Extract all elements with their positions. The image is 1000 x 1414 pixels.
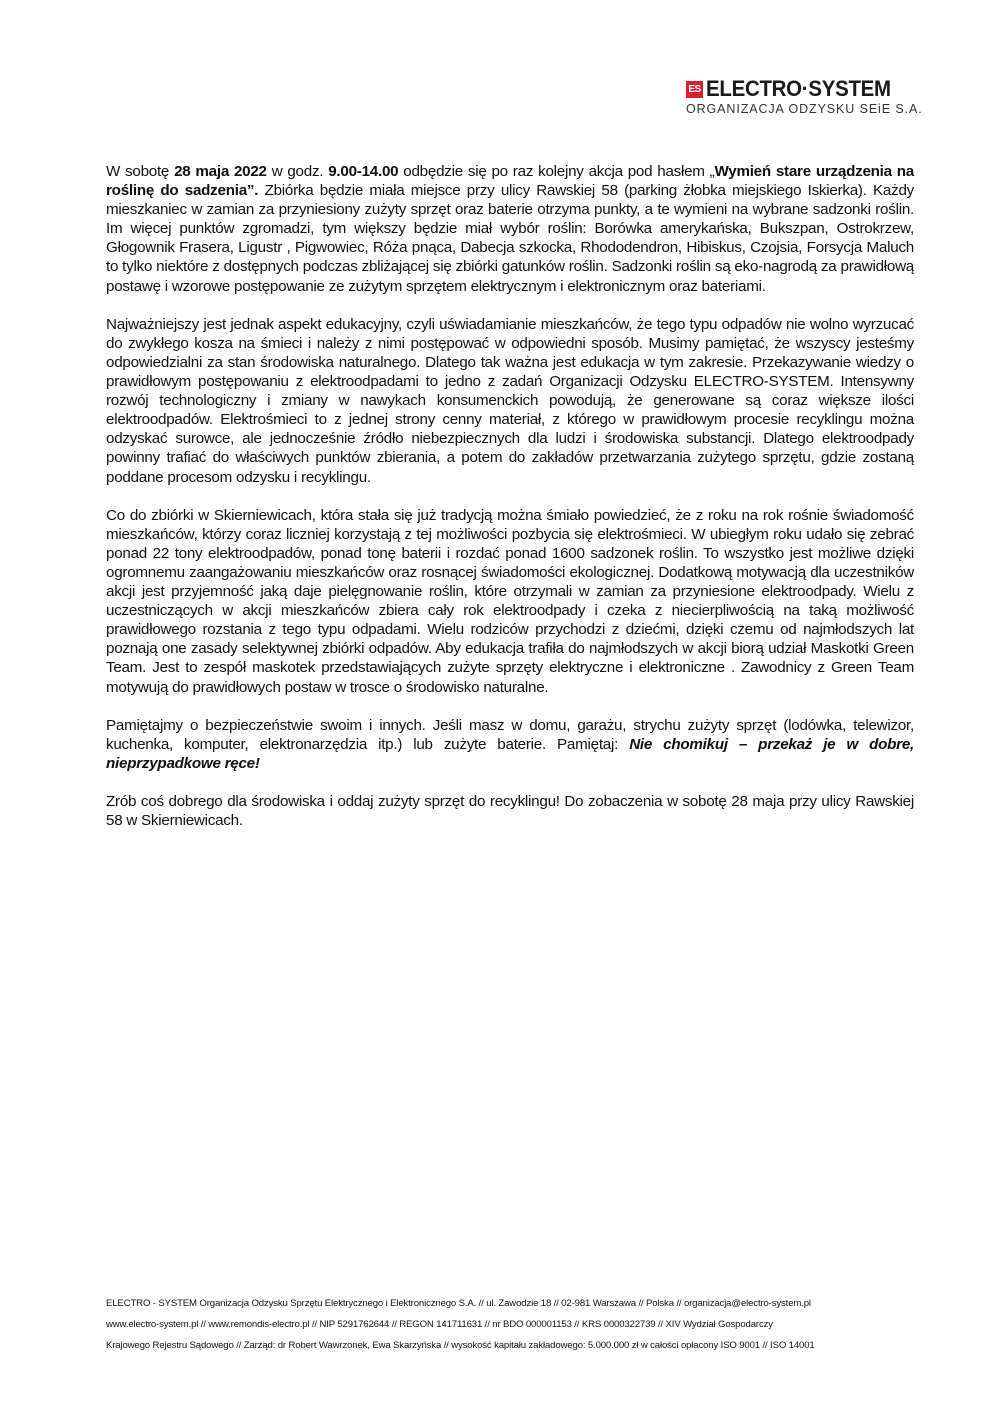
logo-subtitle: ORGANIZACJA ODZYSKU SEiE S.A. [686,102,923,116]
footer-line-2: www.electro-system.pl // www.remondis-electro.pl // NIP 5291762644 // REGON 141711631 // nr BDO 000001153 // KRS 0000322739 // XIV Wydział Gospodarczy [106,1319,773,1330]
logo-mark-icon: ES [686,81,703,98]
event-date: 28 maja 2022 [174,163,267,180]
p1-text-1: W sobotę [106,163,175,180]
p1-text-3: odbędzie się po raz kolejny akcja pod hasłem „ [398,163,715,180]
p1-text-2: w godz. [266,163,329,180]
logo-top-row [686,78,918,100]
page-footer [106,1293,966,1356]
p4-text-1: Pamiętajmy o bezpieczeństwie swoim i innych. Jeśli masz w domu, garażu, strychu zużyty sprzęt (lodówka, telewizor, kuchenka, komputer, elektronarzędzia itp.) lub zużyte baterie. Pamiętaj: [106,716,914,753]
company-logo [686,76,923,117]
paragraph-3: Co do zbiórki w Skierniewicach, która stała się już tradycją można śmiało powiedzieć, że z roku na rok rośnie świadomość mieszkańców, którzy coraz liczniej korzystają z tej możliwości pozbycia się elektrośmieci. W ubiegłym roku udało się zebrać ponad 22 tony elektroodpadów, ponad tonę baterii i rozdać ponad 1600 sadzonek roślin. To wszystko jest możliwe dzięki ogromnemu zaangażowaniu mieszkańców oraz rosnącej świadomości ekologicznej. Dodatkową motywacją dla uczestników akcji jest przyjemność jaką daje pielęgnowanie roślin, które otrzymali w zamian za przyniesione elektroodpady. Wielu z uczestniczących w akcji mieszkańców zbiera cały rok elektroodpady i czeka z niecierpliwością na taką możliwość prawidłowego rozstania z tego typu odpadami. Wielu rodziców przychodzi z dziećmi, dzięki czemu od najmłodszych lat poznają one zasady selektywnej zbiórki odpadów. Aby edukacja trafiła do najmłodszych w akcji biorą udział Maskotki Green Team. Jest to zespół maskotek przedstawiających zużyte sprzęty elektryczne i elektroniczne . Zawodnicy z Green Team motywują do prawidłowych postaw w trosce o środowisko naturalne. [106,506,914,696]
campaign-slogan: Wymień stare urządzenia na roślinę do sadzenia”. [106,163,914,200]
paragraph-2: Najważniejszy jest jednak aspekt edukacyjny, czyli uświadamianie mieszkańców, że tego typu odpadów nie wolno wyrzucać do zwykłego kosza na śmieci i należy z nimi postępować w odpowiedni sposób. Musimy pamiętać, że wszyscy jesteśmy odpowiedzialni za stan środowiska naturalnego. Dlatego tak ważna jest edukacja w tym zakresie. Przekazywanie wiedzy o prawidłowym postępowaniu z elektroodpadami to jedno z zadań Organizacji Odzysku ELECTRO-SYSTEM. Intensywny rozwój technologiczny i zmiany w nawykach konsumenckich powodują, że generowane są coraz większe ilości elektroodpadów. Elektrośmieci to z jednej strony cenny materiał, z którego w prawidłowym procesie recyklingu można odzyskać surowce, ale jednocześnie źródło niebezpiecznych dla ludzi i środowiska substancji. Dlatego elektroodpady powinny trafiać do właściwych punktów zbierania, a potem do zakładów przetwarzania zużytego sprzętu, gdzie zostaną poddane procesom odzysku i recyklingu. [106,315,914,486]
footer-line-3: Krajowego Rejestru Sądowego // Zarząd: dr Robert Wawrzonek, Ewa Skarzyńska // wysokość kapitału zakładowego: 5.000.000 zł w całości opłacony ISO 9001 // ISO 14001 [106,1340,815,1351]
call-to-action: Nie chomikuj – przekaż je w dobre, nieprzypadkowe ręce! [106,735,915,772]
paragraph-4 [106,716,914,773]
paragraph-1 [106,162,914,296]
p1-text-4: Zbiórka będzie miała miejsce przy ulicy Rawskiej 58 (parking żłobka miejskiego Iskierka). Każdy mieszkaniec w zamian za przyniesiony zużyty sprzęt oraz baterie otrzyma punkty, a te wymieni na wybrane sadzonki roślin. Im więcej punktów zgromadzi, tym większy będzie miał wybór roślin: Borówka amerykańska, Bukszpan, Ostrokrzew, Głogownik Frasera, Ligustr , Pigwowiec, Róża pnąca, Dabecja szkocka, Rhododendron, Hibiskus, Czojsia, Forsycja Maluch to tylko niektóre z dostępnych podczas zbliżającej się zbiórki gatunków roślin. Sadzonki roślin są eko-nagrodą za prawidłową postawę i wzorowe postępowanie ze zużytym sprzętem elektrycznym i elektronicznym oraz bateriami. [106,182,914,295]
paragraph-5: Zrób coś dobrego dla środowiska i oddaj zużyty sprzęt do recyklingu! Do zobaczenia w sobotę 28 maja przy ulicy Rawskiej 58 w Skierniewicach. [106,793,914,830]
footer-line-1: ELECTRO - SYSTEM Organizacja Odzysku Sprzętu Elektrycznego i Elektronicznego S.A. // ul. Zawodzie 18 // 02-981 Warszawa // Polska // organizacja@electro-system.pl [106,1298,811,1309]
event-hours: 9.00-14.00 [328,163,399,180]
logo-name: ELECTRO·SYSTEM [706,76,891,101]
document-body [106,162,914,849]
